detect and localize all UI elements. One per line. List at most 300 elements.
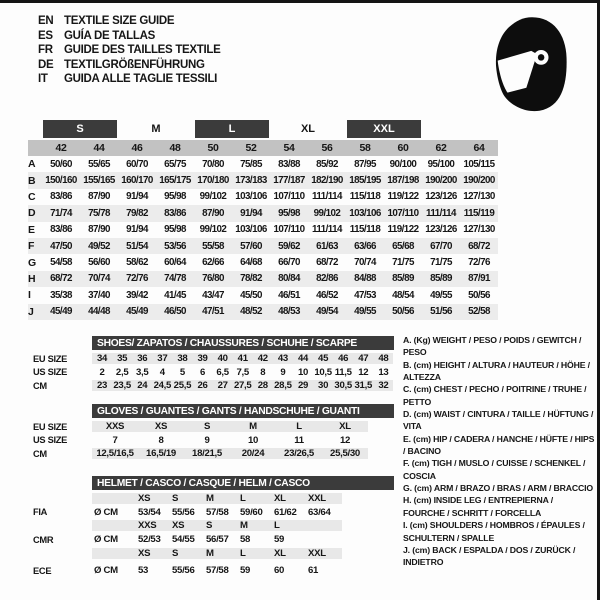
- size-cell: 87/90: [202, 207, 224, 219]
- size-cell: 111/114: [312, 191, 342, 203]
- value-cell: 28,5: [274, 380, 292, 392]
- size-cell: 173/183: [235, 175, 267, 187]
- value-cell: 58: [240, 534, 251, 546]
- size-cell: 62/66: [202, 257, 224, 269]
- value-cell: 31,5: [354, 380, 372, 392]
- diameter-cm-cell: [92, 520, 138, 531]
- value-cell: 27: [217, 380, 228, 392]
- size-cell: 58/62: [126, 257, 148, 269]
- value-cell: 24: [137, 380, 148, 392]
- value-cell: 10,5: [314, 366, 332, 378]
- value-cell: 4: [159, 366, 165, 378]
- value-cell: S: [172, 493, 179, 505]
- row-cells: [92, 448, 368, 459]
- legend-item: C. (cm) CHEST / PECHO / POITRINE / TRUHE / PETTO: [403, 384, 587, 407]
- shoes-title-bar: SHOES/ ZAPATOS / CHAUSSURES / SCHUHE / SCARPE: [92, 336, 394, 350]
- value-cell: XXL: [308, 547, 326, 559]
- diameter-cm-cell: Ø CM: [94, 506, 118, 518]
- size-column: 62: [435, 142, 447, 154]
- racing-helmet-icon: [487, 14, 569, 118]
- size-cell: 48/53: [278, 306, 300, 318]
- table-row: [33, 564, 342, 578]
- row-cells: [92, 507, 342, 518]
- row-letter: E: [28, 223, 35, 236]
- size-cell: 53/56: [164, 240, 186, 252]
- size-cell: 95/98: [164, 191, 186, 203]
- size-cell: 41/45: [164, 289, 186, 301]
- value-cell: 28: [257, 380, 268, 392]
- value-cell: [308, 520, 342, 531]
- value-cell: L: [274, 520, 280, 532]
- value-cell: 35: [117, 353, 128, 365]
- row-label: CM: [33, 448, 47, 459]
- value-cell: M: [240, 520, 248, 532]
- value-cell: XS: [172, 520, 185, 532]
- size-cell: 91/94: [240, 207, 262, 219]
- size-cell: 85/92: [316, 158, 338, 170]
- value-cell: S: [172, 547, 179, 559]
- legend-item: H. (cm) INSIDE LEG / ENTREPIERNA / FOURCHE / SCHRITT / FORCELLA: [403, 495, 554, 518]
- value-cell: 10: [247, 434, 259, 446]
- size-cell: 52/58: [468, 306, 490, 318]
- legend-item: J. (cm) BACK / ESPALDA / DOS / ZURÜCK / INDIETRO: [403, 544, 576, 568]
- value-cell: 2: [99, 366, 105, 378]
- language-row: [38, 72, 221, 87]
- value-cell: 44: [297, 353, 309, 365]
- value-cell: M: [206, 547, 214, 559]
- group-spacer: [28, 120, 42, 138]
- value-cell: 2,5: [115, 366, 129, 378]
- size-cell: 95/98: [164, 224, 186, 236]
- helmet-title-bar: HELMET / CASCO / CASQUE / HELM / CASCO: [92, 476, 394, 490]
- size-cell: 51/56: [430, 306, 452, 318]
- value-cell: 53/54: [138, 506, 161, 518]
- value-cell: 41: [237, 353, 248, 365]
- size-cell: 127/130: [463, 191, 495, 203]
- value-cell: 55/56: [172, 565, 195, 577]
- row-label: ECE: [33, 565, 52, 576]
- table-row: [33, 533, 342, 547]
- value-cell: XL: [339, 421, 351, 433]
- value-cell: 24,5: [153, 380, 172, 392]
- value-cell: XL: [274, 493, 286, 505]
- size-cell: 68/72: [468, 240, 490, 252]
- size-cell: 79/82: [126, 207, 148, 219]
- size-cell: 65/68: [392, 240, 414, 252]
- size-cell: 91/94: [126, 224, 148, 236]
- table-row: [33, 546, 342, 560]
- value-cell: 54/55: [172, 534, 195, 546]
- row-cells: [92, 548, 342, 559]
- row-letter: B: [28, 174, 36, 187]
- size-column: 52: [245, 142, 257, 154]
- value-cell: 12,5/16,5: [96, 448, 134, 460]
- size-cell: 177/187: [273, 175, 305, 187]
- value-cell: XXS: [105, 421, 125, 433]
- value-cell: 25,5/30: [330, 448, 360, 460]
- row-letter: D: [28, 207, 36, 220]
- size-cell: 50/56: [392, 306, 414, 318]
- table-row: [28, 287, 498, 303]
- language-code: DE: [38, 58, 54, 71]
- value-cell: 43: [277, 353, 288, 365]
- size-cell: 123/126: [425, 191, 457, 203]
- size-cell: 45/50: [240, 289, 262, 301]
- value-cell: 36: [137, 353, 148, 365]
- size-group-label: XL: [300, 123, 316, 135]
- size-cell: 56/60: [88, 257, 110, 269]
- value-cell: 16,5/19: [146, 448, 176, 460]
- value-cell: 23/26,5: [284, 448, 314, 460]
- value-cell: 11,5: [334, 366, 352, 378]
- size-cell: 107/110: [273, 191, 305, 203]
- value-cell: XXS: [138, 520, 157, 532]
- diameter-cm-cell: [92, 493, 138, 504]
- size-cell: 123/126: [425, 224, 457, 236]
- language-label: TEXTILGRÖßENFÜHRUNG: [64, 58, 205, 71]
- value-cell: 3,5: [136, 366, 149, 378]
- size-cell: 115/118: [349, 224, 381, 236]
- row-cells: [92, 421, 368, 432]
- value-cell: XL: [274, 547, 286, 559]
- value-cell: 10: [297, 366, 309, 378]
- size-cell: 75/78: [88, 207, 110, 219]
- size-cell: 49/55: [430, 289, 452, 301]
- row-letter: F: [28, 240, 34, 253]
- row-letter: I: [28, 289, 31, 302]
- value-cell: 6: [199, 366, 206, 378]
- size-cell: 190/200: [425, 175, 457, 187]
- size-cell: 119/122: [387, 191, 419, 203]
- size-cell: 49/54: [316, 306, 338, 318]
- row-cells: [92, 367, 393, 378]
- size-cell: 60/70: [126, 158, 148, 170]
- diameter-cm-cell: Ø CM: [94, 534, 118, 546]
- row-letter: A: [28, 158, 36, 171]
- size-cell: 90/100: [389, 158, 417, 170]
- size-cell: 71/75: [430, 257, 452, 269]
- value-cell: 63/64: [308, 506, 331, 518]
- size-column: 60: [397, 142, 409, 154]
- size-cell: 87/90: [88, 224, 110, 236]
- value-cell: 57/58: [206, 506, 229, 518]
- size-cell: 71/74: [50, 207, 72, 219]
- value-cell: 57/58: [206, 565, 229, 577]
- value-cell: 30: [318, 380, 329, 392]
- size-cell: 91/94: [126, 191, 148, 203]
- language-code: EN: [38, 15, 54, 27]
- size-cell: 66/70: [278, 257, 300, 269]
- table-row: [28, 156, 498, 172]
- size-cell: 127/130: [463, 224, 495, 236]
- size-cell: 47/51: [202, 306, 224, 318]
- size-cell: 111/114: [426, 207, 456, 219]
- value-cell: 59: [240, 565, 251, 577]
- value-cell: 26: [197, 380, 208, 392]
- value-cell: 11: [294, 434, 304, 446]
- value-cell: 12: [339, 434, 351, 446]
- size-cell: 107/110: [387, 207, 419, 219]
- row-label: FIA: [33, 507, 48, 518]
- value-cell: 29: [297, 380, 309, 392]
- size-group-label: S: [43, 120, 117, 138]
- value-cell: 61/62: [274, 506, 297, 518]
- value-cell: 30,5: [334, 380, 352, 392]
- table-row: [28, 189, 498, 205]
- value-cell: XXL: [308, 493, 326, 505]
- size-cell: 49/55: [354, 306, 376, 318]
- size-cell: 103/106: [235, 191, 267, 203]
- value-cell: 60: [274, 565, 285, 577]
- size-cell: 51/54: [126, 240, 148, 252]
- value-cell: 52/53: [138, 534, 161, 546]
- size-column: 44: [93, 142, 105, 154]
- table-row: [33, 420, 368, 434]
- size-column: 64: [473, 142, 485, 154]
- table-row: [28, 304, 498, 320]
- legend-item: B. (cm) HEIGHT / ALTURA / HAUTEUR / HÖHE / ALTEZZA: [403, 359, 590, 383]
- size-cell: 115/119: [463, 207, 495, 219]
- value-cell: 47: [358, 353, 369, 365]
- table-row: [33, 366, 393, 380]
- diameter-cm-cell: Ø CM: [94, 565, 118, 577]
- legend-item: F. (cm) TIGH / MUSLO / CUISSE / SCHENKEL / COSCIA: [403, 458, 586, 481]
- value-cell: 23,5: [113, 380, 131, 392]
- size-cell: 46/52: [316, 289, 338, 301]
- size-cell: 63/66: [354, 240, 376, 252]
- value-cell: 38: [177, 353, 188, 365]
- value-cell: 5: [179, 366, 185, 378]
- value-cell: 25,5: [173, 380, 192, 392]
- size-cell: 150/160: [45, 175, 77, 187]
- table-row: [33, 447, 368, 461]
- row-label: CM: [33, 380, 47, 391]
- row-letter: G: [28, 256, 36, 269]
- size-cell: 80/84: [278, 273, 300, 285]
- size-cell: 61/63: [316, 240, 338, 252]
- size-group-label: [422, 120, 498, 138]
- language-row: [38, 14, 221, 29]
- value-cell: M: [249, 421, 257, 433]
- size-cell: 68/72: [316, 257, 338, 269]
- value-cell: 61: [308, 565, 319, 577]
- language-code: ES: [38, 29, 53, 42]
- size-column: 56: [321, 142, 333, 154]
- gloves-title-bar: GLOVES / GUANTES / GANTS / HANDSCHUHE / GUANTI: [92, 404, 394, 418]
- value-cell: 46: [338, 353, 349, 365]
- size-cell: 45/49: [126, 306, 148, 318]
- size-cell: 83/86: [50, 191, 72, 203]
- size-cell: 115/118: [349, 191, 381, 203]
- value-cell: 42: [257, 353, 268, 365]
- size-cell: 54/58: [50, 257, 72, 269]
- row-cells: [92, 493, 342, 504]
- table-row: [28, 238, 498, 254]
- size-cell: 68/72: [50, 273, 72, 285]
- value-cell: 27,5: [233, 380, 252, 392]
- value-cell: 45: [318, 353, 329, 365]
- size-column: 48: [169, 142, 181, 154]
- value-cell: M: [206, 493, 214, 505]
- language-label: TEXTILE SIZE GUIDE: [64, 15, 175, 27]
- row-label: EU SIZE: [33, 353, 68, 364]
- table-row: [28, 222, 498, 238]
- value-cell: 8: [158, 434, 164, 446]
- size-cell: 47/50: [50, 240, 72, 252]
- table-row: [33, 352, 393, 366]
- value-cell: 12: [358, 366, 369, 378]
- size-cell: 65/75: [164, 158, 186, 170]
- top-border: [0, 0, 600, 3]
- size-group-label: L: [195, 120, 269, 138]
- size-cell: 160/170: [121, 175, 153, 187]
- row-label: US SIZE: [33, 435, 68, 446]
- size-cell: 37/40: [88, 289, 110, 301]
- language-row: [38, 29, 221, 44]
- size-column: 46: [131, 142, 143, 154]
- value-cell: XS: [154, 421, 168, 433]
- size-cell: 64/68: [240, 257, 262, 269]
- value-cell: S: [206, 520, 213, 532]
- size-cell: 87/95: [354, 158, 376, 170]
- size-cell: 84/88: [354, 273, 376, 285]
- table-row: [33, 492, 342, 506]
- size-cell: 39/42: [126, 289, 148, 301]
- size-cell: 72/76: [468, 257, 490, 269]
- size-cell: 95/100: [427, 158, 455, 170]
- size-cell: 71/75: [392, 257, 414, 269]
- value-cell: 7,5: [236, 366, 249, 378]
- size-cell: 155/165: [83, 175, 115, 187]
- size-cell: 45/49: [50, 306, 72, 318]
- row-cells: [92, 435, 368, 446]
- size-cell: 119/122: [387, 224, 419, 236]
- size-cell: 99/102: [199, 224, 227, 236]
- value-cell: L: [296, 421, 302, 433]
- size-group-label: XXL: [347, 120, 421, 138]
- table-row: [33, 434, 368, 448]
- value-cell: 18/21,5: [192, 448, 222, 460]
- size-group-header: [28, 120, 498, 138]
- size-cell: 72/76: [126, 273, 148, 285]
- size-cell: 70/80: [202, 158, 224, 170]
- row-label: US SIZE: [33, 367, 68, 378]
- language-code: IT: [38, 73, 48, 86]
- row-label: EU SIZE: [33, 421, 68, 432]
- size-cell: 85/89: [430, 273, 452, 285]
- size-cell: 70/74: [88, 273, 110, 285]
- shoes-table: [33, 352, 393, 393]
- size-cell: 50/56: [468, 289, 490, 301]
- gloves-table: [33, 420, 368, 461]
- value-cell: 13: [378, 366, 389, 378]
- row-label: CMR: [33, 534, 54, 545]
- value-cell: 9: [204, 434, 210, 446]
- value-cell: 37: [157, 353, 168, 365]
- size-cell: 190/200: [463, 175, 495, 187]
- legend-item: E. (cm) HIP / CADERA / HANCHE / HÜFTE / HIPS / BACINO: [403, 433, 595, 457]
- row-cells: [92, 534, 342, 545]
- size-cell: 35/38: [50, 289, 72, 301]
- language-label: GUIDA ALLE TAGLIE TESSILI: [64, 73, 218, 86]
- size-cell: 82/86: [316, 273, 338, 285]
- size-cell: 47/53: [354, 289, 376, 301]
- size-cell: 103/106: [235, 224, 267, 236]
- size-cell: 74/78: [164, 273, 186, 285]
- size-cell: 50/60: [50, 158, 72, 170]
- size-cell: 99/102: [199, 191, 227, 203]
- legend-item: D. (cm) WAIST / CINTURA / TAILLE / HÜFTUNG / VITA: [403, 409, 594, 432]
- row-cells: [92, 565, 342, 576]
- textile-size-table: [28, 120, 498, 320]
- size-cell: 48/54: [392, 289, 414, 301]
- value-cell: [308, 534, 342, 545]
- size-cell: 76/80: [202, 273, 224, 285]
- size-cell: 46/51: [278, 289, 300, 301]
- value-cell: 23: [97, 380, 108, 392]
- diameter-cm-cell: [92, 548, 138, 559]
- value-cell: 39: [197, 353, 208, 365]
- size-cell: 55/65: [88, 158, 110, 170]
- table-row: [33, 519, 342, 533]
- value-cell: 48: [378, 353, 389, 365]
- helmet-table: [33, 492, 342, 578]
- size-cell: 111/114: [312, 224, 342, 236]
- legend-item: G. (cm) ARM / BRAZO / BRAS / ARM / BRACCIO: [403, 483, 593, 494]
- row-letter: C: [28, 190, 36, 203]
- value-cell: 32: [378, 380, 389, 392]
- language-label: GUIDE DES TAILLES TEXTILE: [64, 44, 221, 57]
- size-cell: 44/48: [88, 306, 110, 318]
- value-cell: 55/56: [172, 506, 195, 518]
- value-cell: 9: [280, 366, 286, 378]
- size-column: 54: [283, 142, 295, 154]
- language-label: GUÍA DE TALLAS: [64, 29, 155, 42]
- size-cell: 107/110: [273, 224, 305, 236]
- value-cell: L: [240, 493, 246, 505]
- size-cell: 105/115: [463, 158, 495, 170]
- size-cell: 187/198: [387, 175, 419, 187]
- value-cell: 40: [217, 353, 228, 365]
- size-column-header: [28, 140, 498, 156]
- value-cell: 8: [260, 366, 266, 378]
- size-cell: 67/70: [430, 240, 452, 252]
- table-row: [28, 172, 498, 188]
- size-cell: 48/52: [240, 306, 262, 318]
- size-cell: 60/64: [164, 257, 186, 269]
- size-cell: 55/58: [202, 240, 224, 252]
- table-row: [28, 271, 498, 287]
- row-cells: [92, 353, 393, 364]
- table-row: [28, 205, 498, 221]
- value-cell: 53: [138, 565, 149, 577]
- value-cell: 34: [97, 353, 108, 365]
- value-cell: S: [203, 421, 211, 433]
- size-cell: 49/52: [88, 240, 110, 252]
- row-letter: H: [28, 272, 36, 285]
- size-column: 42: [55, 142, 67, 154]
- size-cell: 46/50: [164, 306, 186, 318]
- size-column: 58: [359, 142, 371, 154]
- language-code: FR: [38, 44, 53, 57]
- table-row: [33, 379, 393, 393]
- size-cell: 83/86: [50, 224, 72, 236]
- value-cell: 6,5: [216, 366, 229, 378]
- size-cell: 83/86: [164, 207, 186, 219]
- size-cell: 57/60: [240, 240, 262, 252]
- size-group-label: M: [151, 123, 161, 135]
- value-cell: L: [240, 547, 246, 559]
